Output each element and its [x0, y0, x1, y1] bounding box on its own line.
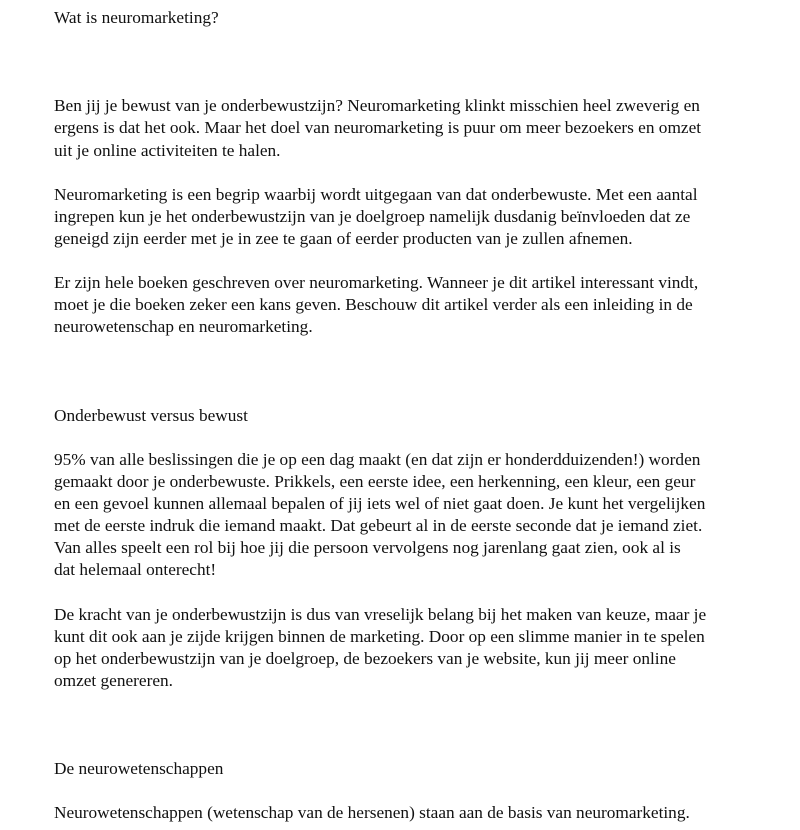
paragraph-line: en een gevoel kunnen allemaal bepalen of jij iets wel of niet gaat doen. Je kunt het vergelijken	[54, 494, 706, 514]
paragraph-line: Neurowetenschappen (wetenschap van de hersenen) staan aan de basis van neuromarketing.	[54, 803, 690, 823]
paragraph-books	[54, 272, 794, 338]
paragraph-line: met de eerste indruk die iemand maakt. Dat gebeurt al in de eerste seconde dat je iemand ziet.	[54, 516, 703, 536]
paragraph-line: uit je online activiteiten te halen.	[54, 140, 281, 160]
document-page	[54, 7, 794, 825]
paragraph-line: geneigd zijn eerder met je in zee te gaan of eerder producten van je zullen afnemen.	[54, 228, 633, 248]
paragraph-line: op het onderbewustzijn van je doelgroep, de bezoekers van je website, kun jij meer online	[54, 648, 676, 668]
paragraph-line: 95% van alle beslissingen die je op een dag maakt (en dat zijn er honderdduizenden!) worden	[54, 449, 701, 469]
paragraph-line: omzet genereren.	[54, 670, 173, 690]
paragraph-line: Neuromarketing is een begrip waarbij wordt uitgegaan van dat onderbewuste. Met een aantal	[54, 184, 698, 204]
paragraph-line: Er zijn hele boeken geschreven over neuromarketing. Wanneer je dit artikel interessant vindt,	[54, 273, 699, 293]
paragraph-line: ergens is dat het ook. Maar het doel van neuromarketing is puur om meer bezoekers en omzet	[54, 118, 702, 138]
paragraph-intro	[54, 95, 794, 161]
heading-onderbewust-versus-bewust: Onderbewust versus bewust	[54, 405, 248, 425]
paragraph-line: gemaakt door je onderbewuste. Prikkels, een eerste idee, een herkenning, een kleur, een geur	[54, 472, 696, 491]
paragraph-line: ingrepen kun je het onderbewustzijn van je doelgroep namelijk dusdanig beïnvloeden dat ze	[54, 206, 691, 226]
paragraph-line: dat helemaal onterecht!	[54, 560, 217, 580]
paragraph-line: moet je die boeken zeker een kans geven. Beschouw dit artikel verder als een inleiding in de	[54, 295, 693, 315]
paragraph-line: De kracht van je onderbewustzijn is dus van vreselijk belang bij het maken van keuze, maar je	[54, 604, 707, 624]
paragraph-decisions	[54, 449, 794, 582]
paragraph-neuroscience	[54, 802, 794, 824]
paragraph-line: Ben jij je bewust van je onderbewustzijn? Neuromarketing klinkt misschien heel zweverig en	[54, 96, 700, 116]
paragraph-line: kunt dit ook aan je zijde krijgen binnen de marketing. Door op een slimme manier in te spelen	[54, 626, 705, 646]
paragraph-power	[54, 604, 794, 692]
paragraph-definition	[54, 184, 794, 250]
paragraph-line: neurowetenschap en neuromarketing.	[54, 317, 313, 337]
heading-de-neurowetenschappen: De neurowetenschappen	[54, 759, 224, 779]
heading-wat-is-neuromarketing: Wat is neuromarketing?	[54, 8, 219, 27]
paragraph-line: Van alles speelt een rol bij hoe jij die persoon vervolgens nog jarenlang gaat zien, ook al is	[54, 538, 681, 558]
